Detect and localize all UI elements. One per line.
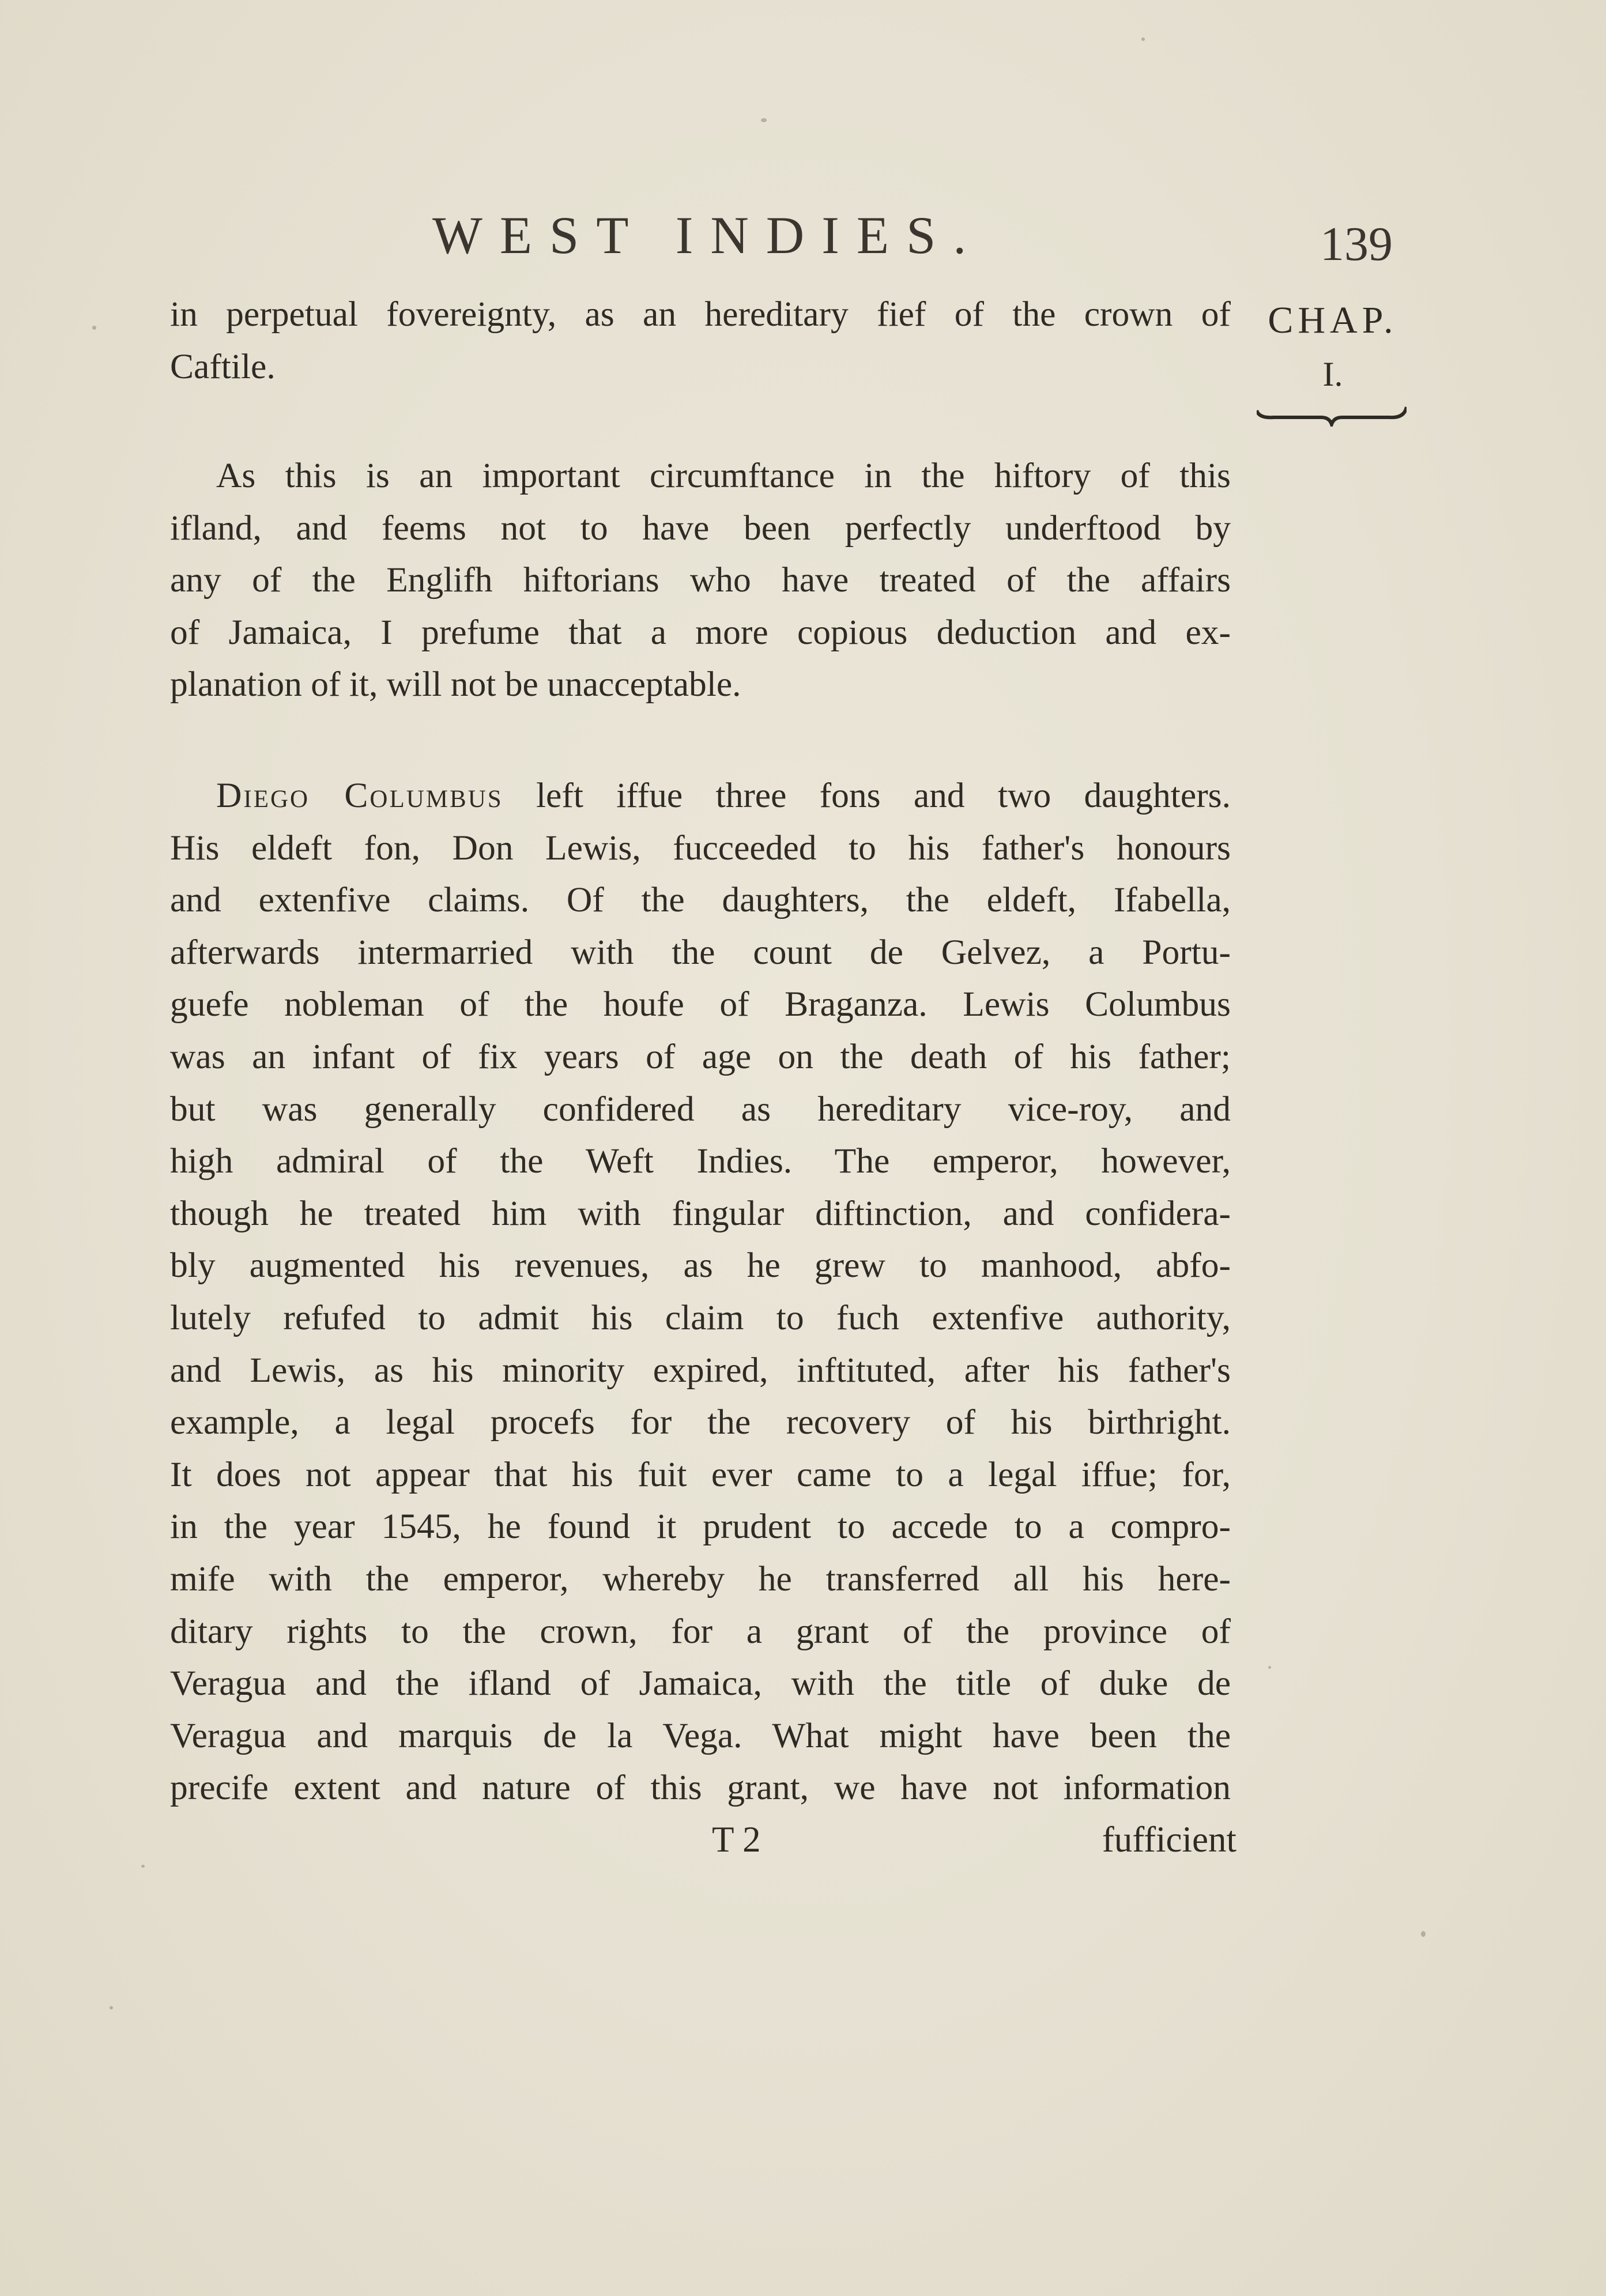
text-line-content: left iffue three fons and two daughters.	[503, 776, 1231, 815]
text-line: precife extent and nature of this grant, we have not information	[170, 1768, 1231, 1808]
text-line: any of the Englifh hiftorians who have treated of the affairs	[170, 560, 1231, 600]
text-line: high admiral of the Weft Indies. The emperor, however,	[170, 1141, 1231, 1181]
text-line: His eldeft fon, Don Lewis, fucceeded to his father's honours	[170, 828, 1231, 868]
catchword: fufficient	[1102, 1819, 1236, 1860]
lead-small-caps: Diego Columbus	[216, 776, 503, 815]
paper-speck	[1268, 1666, 1271, 1669]
text-line: ditary rights to the crown, for a grant of the province of	[170, 1611, 1231, 1651]
text-line: in the year 1545, he found it prudent to accede to a compro-	[170, 1507, 1231, 1547]
running-title: WEST INDIES.	[432, 206, 984, 265]
text-line: in perpetual fovereignty, as an hereditary fief of the crown of	[170, 295, 1231, 334]
text-line: example, a legal procefs for the recovery of his birthright.	[170, 1403, 1231, 1442]
brace-ornament-icon	[1257, 404, 1407, 427]
paper-speck	[1141, 37, 1145, 41]
text-line: planation of it, will not be unacceptable.	[170, 665, 741, 704]
paper-speck	[761, 118, 767, 122]
paper-speck	[110, 2006, 113, 2010]
text-line: Veragua and the ifland of Jamaica, with the title of duke de	[170, 1664, 1231, 1703]
text-line: and extenfive claims. Of the daughters, the eldeft, Ifabella,	[170, 880, 1231, 920]
paper-speck	[92, 326, 96, 330]
paper-speck	[1421, 1931, 1426, 1937]
text-line	[170, 450, 1231, 502]
paragraph-2	[170, 450, 1231, 711]
paper-speck	[141, 1865, 145, 1868]
margin-chapter-label: CHAP.	[1268, 299, 1398, 341]
paragraph-1	[170, 288, 1231, 393]
page-footer	[170, 1819, 1236, 1871]
text-line: lutely refufed to admit his claim to fuch extenfive authority,	[170, 1298, 1231, 1337]
text-line-content: As this is an important circumftance in the hiftory of this	[216, 456, 1231, 495]
paragraph-3	[170, 770, 1231, 1814]
text-line: afterwards intermarried with the count de Gelvez, a Portu-	[170, 932, 1231, 972]
text-line: Veragua and marquis de la Vega. What might have been the	[170, 1716, 1231, 1755]
text-line: of Jamaica, I prefume that a more copious deduction and ex-	[170, 612, 1231, 652]
text-line	[170, 770, 1231, 822]
page-number: 139	[1320, 217, 1393, 271]
text-line: though he treated him with fingular diftinction, and confidera-	[170, 1193, 1231, 1233]
text-line: Caftile.	[170, 346, 276, 386]
text-line: mife with the emperor, whereby he transferred all his here-	[170, 1559, 1231, 1598]
signature-mark: T 2	[712, 1819, 761, 1860]
text-line: guefe nobleman of the houfe of Braganza. Lewis Columbus	[170, 985, 1231, 1024]
margin-chapter-number: I.	[1322, 355, 1343, 393]
text-line: was an infant of fix years of age on the death of his father;	[170, 1036, 1231, 1076]
text-line: It does not appear that his fuit ever came to a legal iffue; for,	[170, 1454, 1231, 1494]
text-line: bly augmented his revenues, as he grew to manhood, abfo-	[170, 1246, 1231, 1285]
text-line: ifland, and feems not to have been perfectly underftood by	[170, 508, 1231, 548]
text-line: and Lewis, as his minority expired, inftituted, after his father's	[170, 1350, 1231, 1390]
text-line: but was generally confidered as hereditary vice-roy, and	[170, 1089, 1231, 1129]
